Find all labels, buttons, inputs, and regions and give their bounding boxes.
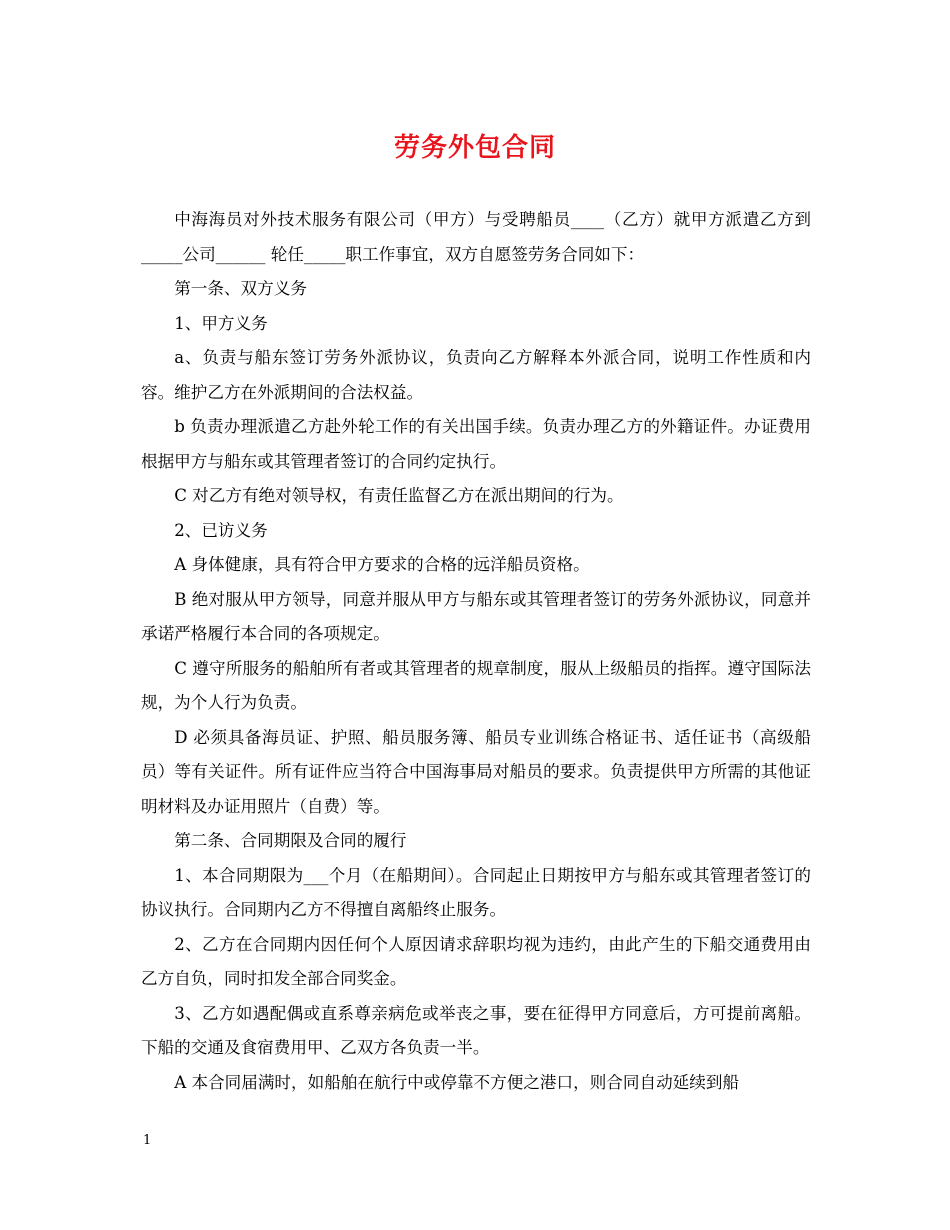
paragraph-item: 3、乙方如遇配偶或直系尊亲病危或举丧之事，要在征得甲方同意后，方可提前离船。下船的交通及食宿费用甲、乙双方各负责一半。 xyxy=(141,1003,811,1057)
section-heading-2: 第二条、合同期限及合同的履行 xyxy=(174,831,407,850)
paragraph-item: a、负责与船东签订劳务外派协议，负责向乙方解释本外派合同，说明工作性质和内容。维护乙方在外派期间的合法权益。 xyxy=(141,348,811,402)
paragraph-item: A 本合同届满时，如船舶在航行中或停靠不方便之港口，则合同自动延续到船 xyxy=(174,1072,740,1092)
paragraph-item: b 负责办理派遣乙方赴外轮工作的有关出国手续。负责办理乙方的外籍证件。办证费用根据甲方与船东或其管理者签订的合同约定执行。 xyxy=(141,417,811,471)
document-body xyxy=(141,203,811,1100)
paragraph-item: A 身体健康，具有符合甲方要求的合格的远洋船员资格。 xyxy=(174,555,590,574)
paragraph-intro: 中海海员对外技术服务有限公司（甲方）与受聘船员____（乙方）就甲方派遣乙方到_____公司______ 轮任_____职工作事宜，双方自愿签劳务合同如下： xyxy=(141,210,811,264)
section-heading-1: 第一条、双方义务 xyxy=(174,279,307,298)
document-title: 劳务外包合同 xyxy=(393,133,556,163)
subsection-heading-party-b: 2、已访义务 xyxy=(174,520,268,540)
paragraph-item: 1、本合同期限为___个月（在船期间）。合同起止日期按甲方与船东或其管理者签订的协议执行。合同期内乙方不得擅自离船终止服务。 xyxy=(141,865,811,919)
subsection-heading-party-a: 1、甲方义务 xyxy=(174,313,268,333)
page-number: 1 xyxy=(143,1133,152,1148)
paragraph-item: C 对乙方有绝对领导权，有责任监督乙方在派出期间的行为。 xyxy=(174,486,624,505)
paragraph-item: 2、乙方在合同期内因任何个人原因请求辞职均视为违约，由此产生的下船交通费用由乙方自负，同时扣发全部合同奖金。 xyxy=(141,934,811,988)
paragraph-item: C 遵守所服务的船舶所有者或其管理者的规章制度，服从上级船员的指挥。遵守国际法规，为个人行为负责。 xyxy=(141,658,811,712)
paragraph-item: B 绝对服从甲方领导，同意并服从甲方与船东或其管理者签订的劳务外派协议，同意并承诺严格履行本合同的各项规定。 xyxy=(141,589,811,643)
paragraph-item: D 必须具备海员证、护照、船员服务簿、船员专业训练合格证书、适任证书（高级船员）等有关证件。所有证件应当符合中国海事局对船员的要求。负责提供甲方所需的其他证明材料及办证用照片（自费）等。 xyxy=(141,727,811,816)
